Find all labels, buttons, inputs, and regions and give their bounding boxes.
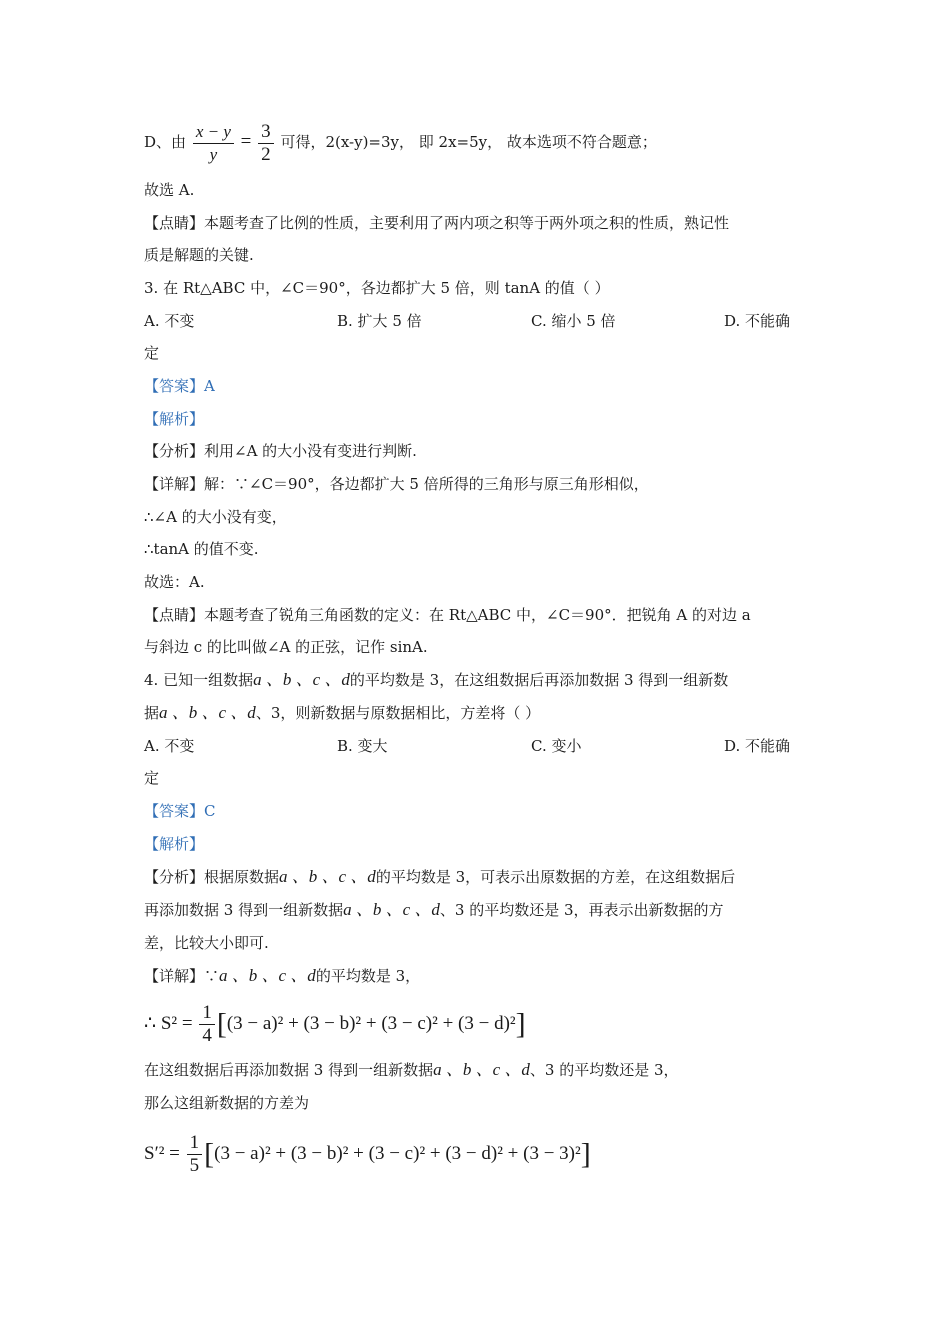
q3-option-a: A. 不变 [144, 312, 195, 330]
q4-answer: 【答案】C [144, 802, 216, 820]
fraction-denominator: 4 [202, 1025, 212, 1047]
q3-option-b: B. 扩大 5 倍 [337, 312, 422, 330]
right-bracket: ] [580, 1137, 591, 1171]
q3-stem: 3. 在 Rt△ABC 中，∠C＝90°，各边都扩大 5 倍，则 tanA 的值（ ） [144, 279, 610, 297]
q4-fenxi-line3: 差，比较大小即可. [144, 934, 269, 952]
q2-choose: 故选 A. [144, 181, 195, 199]
q4-stem-line1 [144, 670, 728, 690]
option-d-prefix: D、由 [144, 133, 187, 151]
q4-stem-text: 据 [144, 704, 160, 722]
fraction-denominator: y [209, 144, 218, 164]
q3-answer: 【答案】A [144, 377, 215, 395]
fraction-numerator: x − y [193, 121, 234, 144]
q3-comment-line1: 【点睛】本题考查了锐角三角函数的定义：在 Rt△ABC 中，∠C＝90°．把锐角 A 的对边 a [144, 606, 751, 624]
q3-comment-line2: 与斜边 c 的比叫做∠A 的正弦，记作 sinA. [144, 638, 428, 656]
q3-choose: 故选：A. [144, 573, 205, 591]
q4-text2: 那么这组新数据的方差为 [144, 1094, 310, 1112]
q4-stem-text: 的平均数是 3，在这组数据后再添加数据 3 得到一组新数 [349, 671, 729, 689]
q3-option-d: D. 不能确 [724, 312, 791, 330]
q4-option-a: A. 不变 [144, 737, 195, 755]
variance-formula-new [144, 1128, 591, 1181]
q4-stem-text: 4. 已知一组数据 [144, 671, 254, 689]
fraction-one-fifth [187, 1132, 203, 1177]
fraction-3-over-2 [258, 121, 274, 166]
fraction-numerator: 1 [199, 1002, 215, 1025]
q4-text: 、3 的平均数还是 3， [529, 1061, 679, 1079]
q4-option-d-cont: 定 [144, 769, 160, 787]
fraction-x-minus-y-over-y [193, 121, 234, 166]
formula-lhs: S′² = [144, 1143, 180, 1164]
fraction-one-quarter [199, 1002, 215, 1047]
q4-text1 [144, 1060, 679, 1080]
q3-xiangjie: 【详解】解：∵∠C＝90°，各边都扩大 5 倍所得的三角形与原三角形相似， [144, 475, 649, 493]
q3-step1: ∴∠A 的大小没有变， [144, 508, 287, 526]
q3-analysis-label: 【解析】 [144, 410, 205, 428]
q4-fenxi-line1 [144, 867, 735, 887]
formula-lhs: ∴ S² = [144, 1013, 193, 1034]
fraction-numerator: 3 [258, 121, 274, 144]
formula-body: (3 − a)² + (3 − b)² + (3 − c)² + (3 − d)² [226, 1013, 516, 1034]
q2-comment-line2: 质是解题的关键. [144, 246, 254, 264]
formula-body: (3 − a)² + (3 − b)² + (3 − c)² + (3 − d)² + (3 − 3)² [214, 1143, 581, 1164]
variables-abcd: a 、b 、c 、d [343, 900, 440, 919]
q4-analysis-label: 【解析】 [144, 835, 205, 853]
q3-fenxi: 【分析】利用∠A 的大小没有变进行判断. [144, 442, 417, 460]
q4-xiangjie-text: 的平均数是 3， [315, 967, 421, 985]
q4-text: 在这组数据后再添加数据 3 得到一组新数据 [144, 1061, 434, 1079]
q4-fenxi-text: 的平均数是 3，可表示出原数据的方差，在这组数据后 [375, 868, 736, 886]
variance-formula-original [144, 998, 526, 1051]
variables-abcd: a 、b 、c 、d [279, 867, 376, 886]
q3-step2: ∴tanA 的值不变. [144, 540, 259, 558]
q4-fenxi-line2 [144, 900, 724, 920]
option-d-line [144, 118, 657, 166]
variables-abcd: a 、b 、c 、d [433, 1060, 530, 1079]
q4-option-d: D. 不能确 [724, 737, 791, 755]
fraction-numerator: 1 [187, 1132, 203, 1155]
q4-option-c: C. 变小 [531, 737, 582, 755]
left-bracket: [ [216, 1007, 227, 1041]
q4-option-b: B. 变大 [337, 737, 388, 755]
variables-abcd: a 、b 、c 、d [253, 670, 350, 689]
q4-fenxi-text: 再添加数据 3 得到一组新数据 [144, 901, 344, 919]
variables-abcd: a 、b 、c 、d [159, 703, 256, 722]
left-bracket: [ [204, 1137, 215, 1171]
option-d-suffix: 可得，2(x-y)=3y， 即 2x=5y， 故本选项不符合题意； [280, 133, 657, 151]
variables-abcd: a 、b 、c 、d [219, 966, 316, 985]
fraction-denominator: 5 [189, 1155, 200, 1177]
q4-fenxi-text: 【分析】根据原数据 [144, 868, 280, 886]
q4-xiangjie [144, 966, 420, 986]
fraction-denominator: 2 [261, 143, 271, 165]
right-bracket: ] [515, 1007, 526, 1041]
q4-fenxi-text: 、3 的平均数还是 3，再表示出新数据的方 [439, 901, 724, 919]
q2-comment-line1: 【点睛】本题考查了比例的性质，主要利用了两内项之积等于两外项之积的性质，熟记性 [144, 214, 730, 232]
q4-stem-line2 [144, 703, 540, 723]
q4-stem-text: 、3，则新数据与原数据相比，方差将（ ） [255, 704, 541, 722]
equals-sign: = [240, 131, 252, 152]
q3-option-d-cont: 定 [144, 344, 160, 362]
q4-xiangjie-text: 【详解】∵ [144, 967, 220, 985]
q3-option-c: C. 缩小 5 倍 [531, 312, 616, 330]
